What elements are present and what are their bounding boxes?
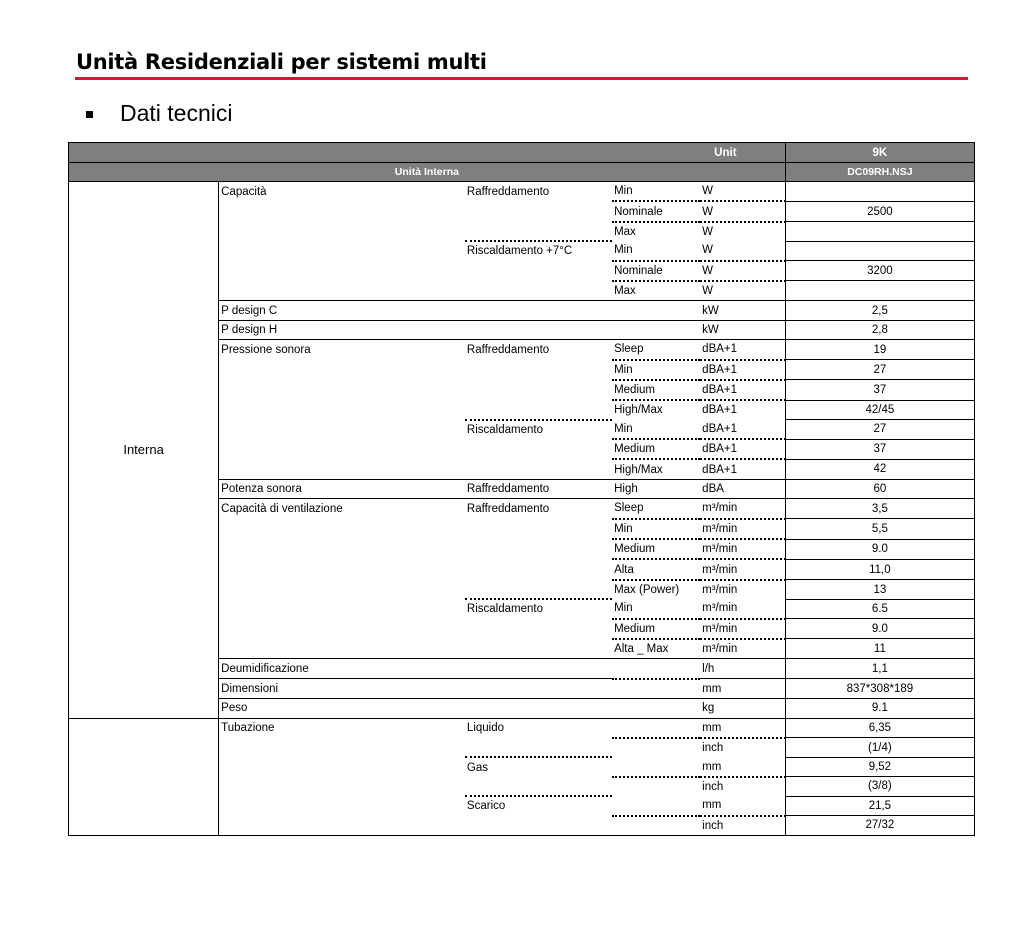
param-cell: P design H — [219, 320, 465, 339]
param-cell — [219, 777, 465, 796]
mode-cell — [465, 222, 612, 241]
unit-cell: inch — [702, 780, 724, 793]
param-cell — [219, 816, 465, 836]
param-cell — [219, 360, 465, 380]
sub-cell — [612, 699, 700, 718]
param-cell — [219, 420, 465, 439]
unit-cell: dBA+1 — [700, 360, 785, 380]
sub-cell: Medium — [612, 619, 700, 639]
unit-interna-header: Unità Interna — [69, 163, 786, 182]
param-cell: Tubazione — [219, 718, 465, 738]
mode-cell — [465, 639, 612, 659]
value-cell — [785, 222, 974, 241]
unit-cell: m³/min — [700, 539, 785, 559]
sub-cell: Nominale — [612, 261, 700, 281]
value-cell: 11 — [785, 639, 974, 659]
mode-cell — [465, 659, 612, 679]
mode-cell — [465, 400, 612, 419]
mode-cell — [465, 281, 612, 301]
param-cell — [219, 539, 465, 559]
unit-cell: m³/min — [702, 643, 738, 656]
unit-cell: dBA+1 — [702, 404, 738, 417]
value-cell: 837*308*189 — [785, 679, 974, 699]
value-cell: 37 — [785, 439, 974, 459]
sub-cell — [612, 320, 700, 339]
mode-cell: Raffreddamento — [465, 499, 612, 519]
unit-cell: mm — [700, 757, 785, 776]
unit-cell: kW — [700, 301, 785, 320]
sub-cell: Medium — [612, 539, 700, 559]
unit-cell: dBA+1 — [700, 420, 785, 439]
param-cell — [219, 222, 465, 241]
sub-cell — [612, 757, 700, 776]
unit-cell: inch — [702, 742, 724, 755]
sub-cell — [612, 301, 700, 320]
mode-cell — [465, 360, 612, 380]
value-cell: 11,0 — [785, 559, 974, 579]
unit-cell: dBA+1 — [702, 463, 738, 476]
mode-cell — [465, 580, 612, 599]
unit-header: Unit — [700, 143, 785, 163]
value-cell: 2,5 — [785, 301, 974, 320]
unit-cell: W — [700, 182, 785, 202]
param-cell: P design C — [219, 301, 465, 320]
mode-cell: Liquido — [465, 718, 612, 738]
mode-cell — [465, 261, 612, 281]
sub-cell: High — [612, 479, 700, 498]
sub-cell — [612, 679, 700, 699]
mode-cell — [465, 320, 612, 339]
mode-cell — [465, 519, 612, 539]
param-cell — [219, 599, 465, 618]
sub-cell: Medium — [612, 380, 700, 400]
mode-cell — [465, 816, 612, 836]
value-cell: 42/45 — [785, 400, 974, 419]
model-capacity-header: 9K — [785, 143, 974, 163]
sub-cell: Nominale — [612, 201, 700, 221]
mode-cell — [465, 738, 612, 757]
unit-cell: mm — [700, 679, 785, 699]
param-cell — [219, 738, 465, 757]
unit-cell: m³/min — [700, 559, 785, 579]
model-code-header: DC09RH.NSJ — [785, 163, 974, 182]
sub-cell: Max — [614, 225, 636, 238]
mode-cell — [465, 380, 612, 400]
mode-cell — [465, 201, 612, 221]
sub-cell: Max — [614, 285, 636, 298]
unit-cell: kg — [700, 699, 785, 718]
header-blank — [69, 143, 701, 163]
value-cell: 9.0 — [785, 539, 974, 559]
mode-cell: Gas — [466, 761, 489, 774]
mode-cell: Riscaldamento — [466, 423, 543, 436]
param-cell — [219, 619, 465, 639]
unit-cell: l/h — [700, 659, 785, 679]
value-cell: 60 — [785, 479, 974, 498]
value-cell: 9.0 — [785, 619, 974, 639]
mode-cell: Raffreddamento — [465, 182, 612, 202]
sub-cell: Alta _ Max — [614, 643, 669, 656]
sub-cell: Min — [612, 599, 700, 618]
unit-cell: W — [700, 201, 785, 221]
unit-cell: W — [702, 285, 714, 298]
value-cell: 5,5 — [785, 519, 974, 539]
param-cell — [219, 439, 465, 459]
param-cell: Peso — [219, 699, 465, 718]
value-cell: 21,5 — [785, 796, 974, 815]
unit-cell: W — [700, 261, 785, 281]
value-cell: 9,52 — [785, 757, 974, 776]
unit-cell: W — [702, 225, 714, 238]
param-cell — [219, 261, 465, 281]
value-cell: 27 — [785, 420, 974, 439]
unit-cell: m³/min — [700, 619, 785, 639]
mode-cell: Scarico — [466, 800, 506, 813]
value-cell: 3,5 — [785, 499, 974, 519]
sub-cell: Sleep — [612, 499, 700, 519]
sub-cell: Min — [612, 519, 700, 539]
mode-cell — [465, 439, 612, 459]
sub-cell: High/Max — [614, 463, 663, 476]
sub-cell — [612, 718, 700, 738]
sub-cell: Max (Power) — [614, 584, 680, 596]
spec-table — [68, 142, 975, 836]
header-row-unit — [69, 143, 975, 163]
param-cell — [219, 580, 465, 599]
unit-cell: mm — [700, 718, 785, 738]
sub-cell — [612, 659, 700, 679]
value-cell: 6.5 — [785, 599, 974, 618]
mode-cell — [465, 679, 612, 699]
sub-cell — [612, 738, 700, 757]
param-cell: Capacità di ventilazione — [219, 499, 465, 519]
unit-cell: dBA+1 — [700, 439, 785, 459]
param-cell — [219, 241, 465, 260]
unit-cell: m³/min — [700, 599, 785, 618]
unit-cell: dBA — [700, 479, 785, 498]
param-cell — [219, 281, 465, 301]
param-cell: Capacità — [219, 182, 465, 202]
unit-cell: W — [700, 241, 785, 260]
mode-cell — [465, 559, 612, 579]
sub-cell — [612, 816, 700, 836]
param-cell: Pressione sonora — [219, 340, 465, 360]
param-cell — [219, 400, 465, 419]
value-cell: 27 — [785, 360, 974, 380]
sub-cell — [612, 777, 700, 796]
unit-cell: m³/min — [702, 584, 738, 596]
sub-cell: Medium — [612, 439, 700, 459]
value-cell: 2,8 — [785, 320, 974, 339]
param-cell — [219, 559, 465, 579]
sub-cell — [612, 796, 700, 815]
param-cell — [219, 639, 465, 659]
param-cell — [219, 201, 465, 221]
mode-cell: Raffreddamento — [465, 479, 612, 498]
page-title: Unità Residenziali per sistemi multi — [76, 50, 487, 74]
param-cell — [219, 380, 465, 400]
section-subtitle: Dati tecnici — [120, 100, 233, 126]
mode-cell: Raffreddamento — [465, 340, 612, 360]
unit-cell: kW — [700, 320, 785, 339]
value-cell — [785, 241, 974, 260]
bullet-square-icon — [86, 111, 93, 118]
unit-cell: inch — [700, 816, 785, 836]
title-underline — [75, 77, 968, 80]
value-cell: 2500 — [785, 201, 974, 221]
mode-cell — [465, 301, 612, 320]
param-cell — [219, 796, 465, 815]
sub-cell: Min — [612, 420, 700, 439]
unit-cell: dBA+1 — [700, 380, 785, 400]
param-cell: Dimensioni — [219, 679, 465, 699]
value-cell: 6,35 — [785, 718, 974, 738]
mode-cell — [465, 699, 612, 718]
value-cell: 37 — [785, 380, 974, 400]
value-cell: (1/4) — [785, 738, 974, 757]
mode-cell — [465, 539, 612, 559]
value-cell: 1,1 — [785, 659, 974, 679]
unit-cell: dBA+1 — [700, 340, 785, 360]
sub-cell: Min — [612, 182, 700, 202]
value-cell — [785, 182, 974, 202]
table-row — [69, 718, 975, 738]
table-row — [69, 182, 975, 202]
param-cell — [219, 459, 465, 479]
param-cell: Potenza sonora — [219, 479, 465, 498]
unit-cell: m³/min — [700, 519, 785, 539]
mode-cell: Riscaldamento — [466, 603, 543, 616]
sub-cell: Alta — [612, 559, 700, 579]
value-cell: 3200 — [785, 261, 974, 281]
unit-cell: m³/min — [700, 499, 785, 519]
section-label-tubazione-empty — [69, 718, 219, 835]
value-cell: 27/32 — [785, 816, 974, 836]
section-label-interna: Interna — [69, 182, 219, 719]
value-cell — [785, 281, 974, 301]
param-cell — [219, 519, 465, 539]
mode-cell — [465, 459, 612, 479]
value-cell: 19 — [785, 340, 974, 360]
value-cell: (3/8) — [785, 777, 974, 796]
value-cell: 42 — [785, 459, 974, 479]
mode-cell: Riscaldamento +7°C — [466, 245, 573, 258]
sub-cell: High/Max — [614, 404, 663, 417]
sub-cell: Min — [612, 360, 700, 380]
sub-cell: Min — [612, 241, 700, 260]
param-cell — [219, 757, 465, 776]
value-cell: 9.1 — [785, 699, 974, 718]
mode-cell — [465, 619, 612, 639]
mode-cell — [465, 777, 612, 796]
sub-cell: Sleep — [612, 340, 700, 360]
header-row-model — [69, 163, 975, 182]
param-cell: Deumidificazione — [219, 659, 465, 679]
value-cell: 13 — [785, 580, 974, 599]
unit-cell: mm — [700, 796, 785, 815]
